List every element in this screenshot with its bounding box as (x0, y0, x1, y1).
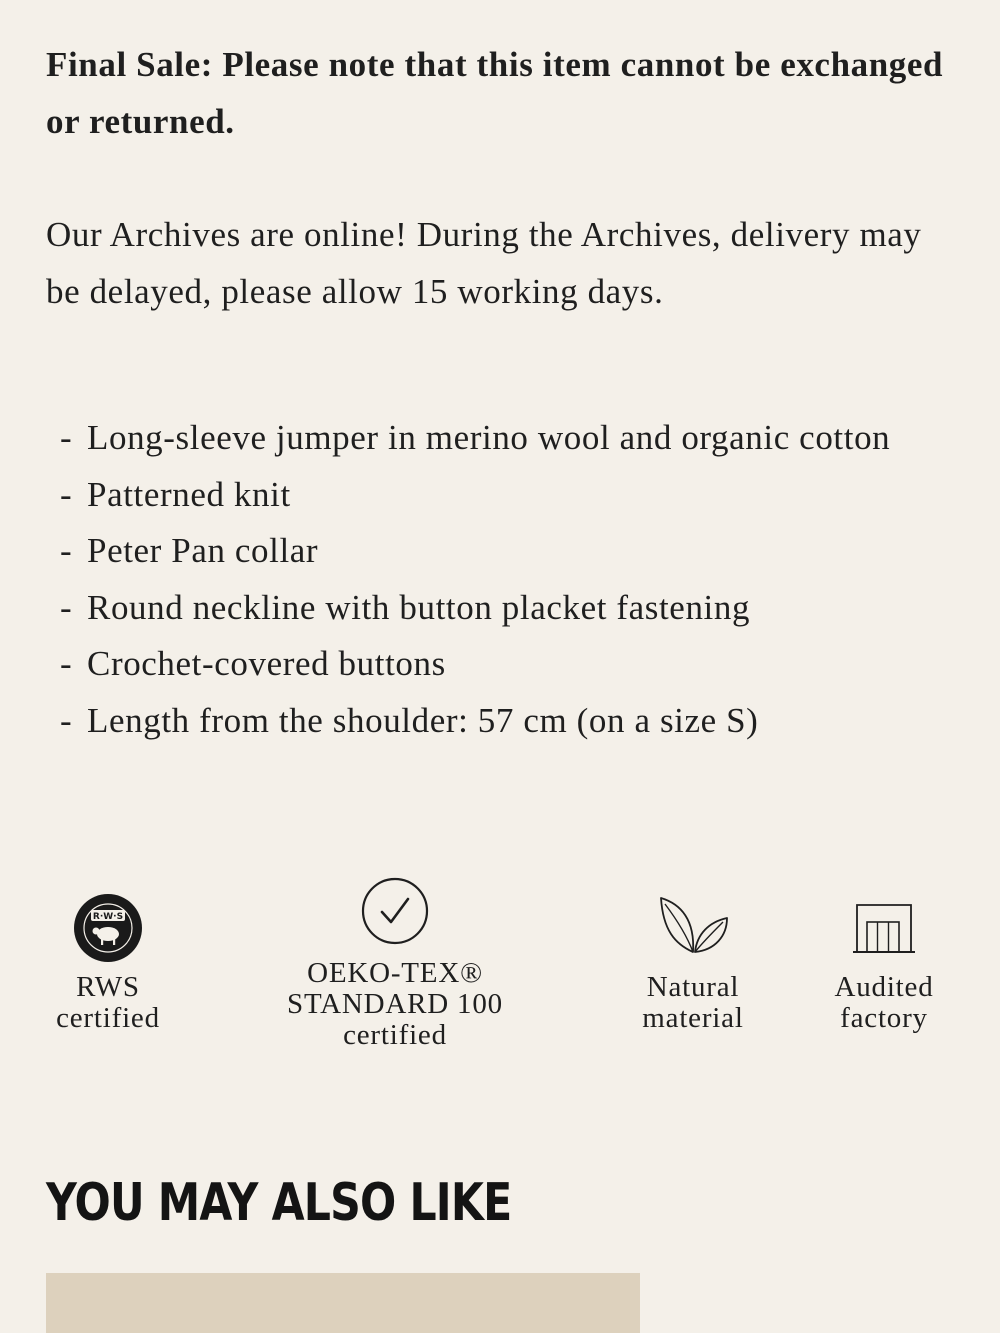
product-feature-list (60, 410, 960, 749)
list-dash: - (60, 531, 73, 570)
badge-line: Audited (834, 971, 934, 1003)
list-dash: - (60, 474, 73, 514)
badge-rws-label (30, 972, 186, 1034)
badge-line: RWS (76, 971, 140, 1003)
leaf-icon (657, 894, 731, 958)
badge-oeko-tex-label (270, 958, 520, 1051)
list-item (60, 636, 960, 693)
certification-badges (0, 872, 1000, 1062)
badge-line: OEKO-TEX® (307, 957, 483, 989)
badge-line: STANDARD 100 (287, 988, 503, 1020)
feature-text: Round neckline with button placket fastening (87, 587, 751, 627)
list-item (60, 467, 960, 524)
feature-text: Crochet-covered buttons (87, 644, 446, 683)
badge-oeko-tex (270, 872, 520, 1062)
checkmark-circle-icon (360, 876, 430, 946)
badge-natural-material (615, 872, 771, 1062)
feature-text: Patterned knit (87, 474, 291, 514)
list-dash: - (60, 644, 73, 683)
badge-line: certified (56, 1002, 160, 1034)
list-item (60, 410, 960, 467)
badge-line: factory (840, 1002, 928, 1034)
you-may-also-like-heading: YOU MAY ALSO LIKE (46, 1173, 512, 1233)
rws-seal-icon (72, 892, 144, 964)
list-item (60, 693, 960, 750)
archives-delivery-notice: Our Archives are online! During the Archives, delivery may be delayed, please allow 15 working days. (46, 215, 922, 311)
badge-natural-material-label (615, 972, 771, 1034)
final-sale-notice: Final Sale: Please note that this item cannot be exchanged or returned. (46, 45, 944, 141)
feature-text: Length from the shoulder: 57 cm (on a size S) (87, 700, 759, 740)
rws-seal-text: R·W·S (92, 912, 124, 922)
badge-line: Natural (646, 971, 740, 1003)
badge-audited-factory (806, 872, 962, 1062)
list-item (60, 580, 960, 637)
list-dash: - (60, 587, 73, 627)
list-dash: - (60, 700, 73, 740)
list-dash: - (60, 418, 73, 457)
badge-audited-factory-label (806, 972, 962, 1034)
recommended-product-thumbnail[interactable] (46, 1273, 640, 1333)
badge-rws (30, 872, 186, 1062)
feature-text: Long-sleeve jumper in merino wool and organic cotton (87, 418, 891, 457)
list-item (60, 523, 960, 580)
factory-icon (851, 902, 917, 954)
badge-line: material (642, 1002, 744, 1034)
badge-line: certified (343, 1019, 447, 1051)
feature-text: Peter Pan collar (87, 531, 319, 570)
